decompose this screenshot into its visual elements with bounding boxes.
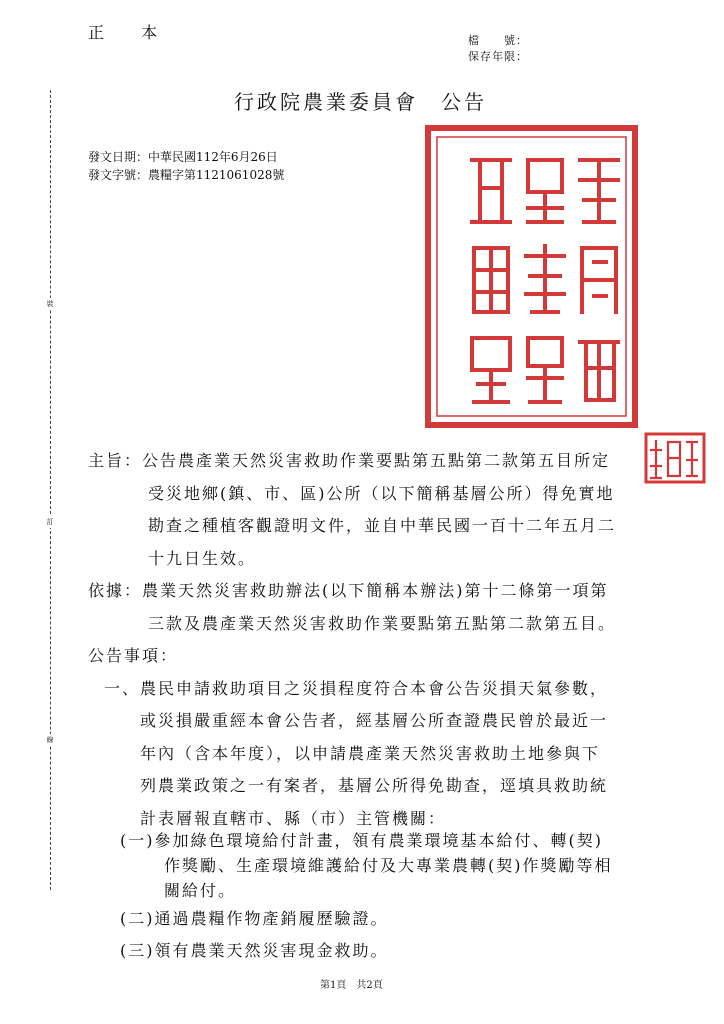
- item1-line-3: 年內（含本年度），以申請農產業天然災害救助土地參與下: [140, 744, 601, 763]
- binding-mark-ding: 訂: [44, 516, 56, 528]
- signature-seal: [644, 432, 706, 484]
- retention-period-label: 保存年限：: [468, 50, 528, 63]
- basis-line-1: 依據：農業天然災害救助辦法(以下簡稱本辦法)第十二條第一項第: [88, 581, 609, 600]
- item1-line-5: 計表層報直轄市、縣（市）主管機關：: [140, 809, 447, 828]
- subject-line-4: 十九日生效。: [148, 549, 257, 568]
- page-footer: 第1頁 共2頁: [320, 980, 383, 991]
- basis-line-2: 三款及農產業天然災害救助作業要點第五點第二款第五目。: [148, 614, 617, 633]
- item1-line-4: 列農業政策之一有案者，基層公所得免勘查，逕填具救助統: [140, 776, 609, 795]
- sub-item1-line-2: 作獎勵、生產環境維護給付及大專業農轉(契)作獎勵等相: [164, 856, 613, 875]
- item1-line-2: 或災損嚴重經本會公告者，經基層公所查證農民曾於最近一: [140, 711, 609, 730]
- binding-line: [50, 90, 51, 890]
- issue-date: 發文日期：中華民國112年6月26日: [88, 150, 278, 164]
- sub-item3: (三)領有農業天然災害現金救助。: [120, 941, 389, 960]
- announcement-heading: 公告事項：: [88, 646, 179, 665]
- sub-item1-line-1: (一)參加綠色環境給付計畫，領有農業環境基本給付、轉(契): [120, 831, 603, 850]
- copy-label: 正 本: [88, 23, 174, 42]
- subject-line-2: 受災地鄉(鎮、市、區)公所（以下簡稱基層公所）得免實地: [148, 484, 615, 503]
- binding-mark-zhuang: 裝: [44, 298, 56, 310]
- item1-line-1: 一、農民申請救助項目之災損程度符合本會公告災損天氣參數，: [104, 679, 609, 698]
- official-seal: [424, 124, 639, 429]
- binding-mark-xian: 線: [44, 734, 56, 746]
- page-title: 行政院農業委員會 公告: [234, 90, 487, 114]
- sub-item2: (二)通過農糧作物產銷履歷驗證。: [120, 909, 389, 928]
- sub-item1-line-3: 關給付。: [164, 881, 237, 900]
- file-number-label: 檔 號：: [468, 34, 528, 47]
- subject-line-3: 勘查之種植客觀證明文件，並自中華民國一百十二年五月二: [148, 516, 617, 535]
- issue-number: 發文字號：農糧字第1121061028號: [88, 168, 285, 182]
- subject-line-1: 主旨：公告農產業天然災害救助作業要點第五點第二款第五目所定: [88, 451, 611, 470]
